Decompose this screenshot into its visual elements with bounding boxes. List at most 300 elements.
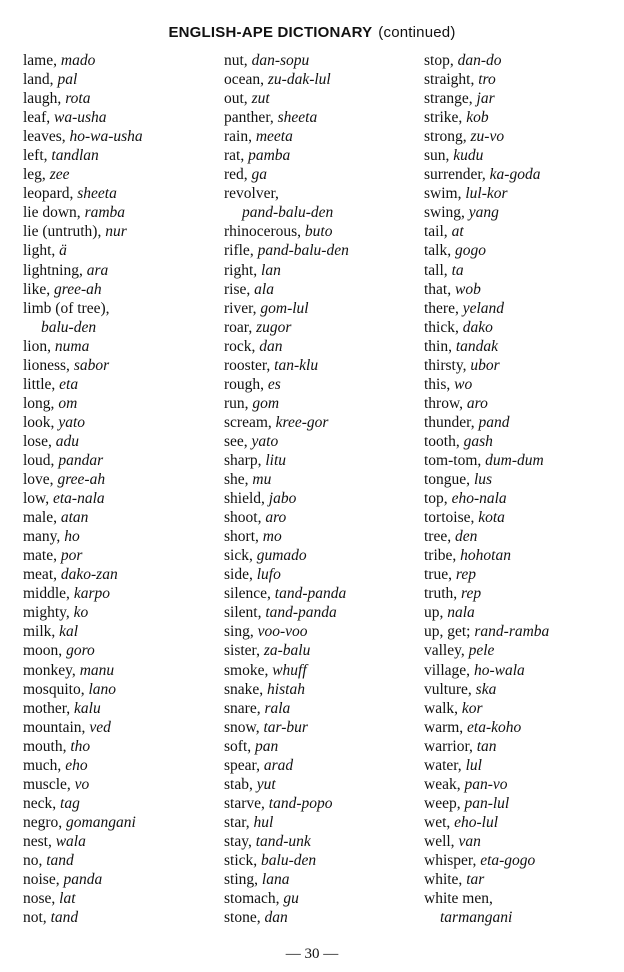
ape-word: tandlan xyxy=(51,147,99,165)
dictionary-entry xyxy=(23,299,218,318)
english-word: stay, xyxy=(224,832,256,850)
ape-word: pand-balu-den xyxy=(242,204,334,222)
dictionary-entry xyxy=(424,565,624,584)
dictionary-entry xyxy=(23,337,218,356)
dictionary-entry xyxy=(424,603,624,622)
dictionary-entry xyxy=(424,165,624,184)
ape-word: hohotan xyxy=(460,547,511,565)
dictionary-entry xyxy=(224,241,419,260)
ape-word: dum-dum xyxy=(485,451,544,469)
ape-word: jar xyxy=(476,90,495,108)
ape-word: panda xyxy=(63,871,103,889)
dictionary-entry xyxy=(424,680,624,699)
ape-word: adu xyxy=(55,432,79,450)
english-word: swim, xyxy=(424,185,466,203)
dictionary-entry xyxy=(424,394,624,413)
dictionary-column-3 xyxy=(424,51,624,927)
dictionary-entry xyxy=(23,527,218,546)
dictionary-entry xyxy=(424,584,624,603)
dictionary-entry xyxy=(224,318,419,337)
dictionary-entry xyxy=(224,508,419,527)
english-word: there, xyxy=(424,299,463,317)
english-word: stomach, xyxy=(224,890,284,908)
dictionary-entry xyxy=(23,832,218,851)
english-word: side, xyxy=(224,566,257,584)
english-word: stab, xyxy=(224,775,257,793)
dictionary-entry xyxy=(23,203,218,222)
english-word: look, xyxy=(23,413,59,431)
dictionary-entry xyxy=(224,622,419,641)
ape-word: zu-dak-lul xyxy=(267,71,331,89)
ape-word: om xyxy=(58,394,78,412)
dictionary-entry xyxy=(424,432,624,451)
ape-word: tand xyxy=(46,851,74,869)
ape-word: histah xyxy=(267,680,305,698)
ape-word: pal xyxy=(57,71,78,89)
english-word: roar, xyxy=(224,318,257,336)
ape-word: pandar xyxy=(58,451,104,469)
dictionary-entry xyxy=(224,527,419,546)
english-word: much, xyxy=(23,756,66,774)
ape-word: zugor xyxy=(256,318,292,336)
dictionary-entry xyxy=(424,489,624,508)
dictionary-entry xyxy=(424,375,624,394)
english-word: lioness, xyxy=(23,356,74,374)
ape-word: tand-popo xyxy=(268,794,333,812)
dictionary-entry xyxy=(23,603,218,622)
ape-word: lat xyxy=(59,890,76,908)
english-word: muscle, xyxy=(23,775,75,793)
ape-word: za-balu xyxy=(263,642,311,660)
english-word: weak, xyxy=(424,775,465,793)
ape-word: eta-nala xyxy=(53,490,105,508)
dictionary-entry xyxy=(224,451,419,470)
english-word: well, xyxy=(424,832,459,850)
english-word: lie down, xyxy=(23,204,85,222)
english-word: strike, xyxy=(424,109,467,127)
ape-word: aro xyxy=(265,509,287,527)
ape-word: zee xyxy=(49,166,70,184)
dictionary-entry xyxy=(424,299,624,318)
dictionary-entry xyxy=(424,318,624,337)
dictionary-entry xyxy=(23,489,218,508)
dictionary-entry xyxy=(424,51,624,70)
ape-word: ho-wala xyxy=(473,661,525,679)
ape-word: tand-unk xyxy=(255,832,311,850)
dictionary-entry xyxy=(23,108,218,127)
english-word: like, xyxy=(23,280,54,298)
english-word: nest, xyxy=(23,832,56,850)
english-word: thick, xyxy=(424,318,463,336)
ape-word: whuff xyxy=(272,661,307,679)
dictionary-entry xyxy=(224,584,419,603)
english-word: silence, xyxy=(224,585,275,603)
english-word: rat, xyxy=(224,147,249,165)
page-number: — 30 — xyxy=(285,946,339,962)
english-word: tribe, xyxy=(424,547,461,565)
dictionary-entry xyxy=(23,394,218,413)
english-word: up, xyxy=(424,604,448,622)
ape-word: van xyxy=(458,832,481,850)
dictionary-entry xyxy=(23,661,218,680)
english-word: this, xyxy=(424,375,455,393)
dictionary-entry xyxy=(424,261,624,280)
english-word: sick, xyxy=(224,547,257,565)
english-word: ocean, xyxy=(224,71,268,89)
english-word: spear, xyxy=(224,756,264,774)
ape-word: wa-usha xyxy=(53,109,107,127)
dictionary-entry xyxy=(224,661,419,680)
dictionary-entry xyxy=(424,527,624,546)
english-word: rise, xyxy=(224,280,255,298)
ape-word: zut xyxy=(251,90,270,108)
dictionary-entry xyxy=(424,127,624,146)
ape-word: tro xyxy=(478,71,496,89)
dictionary-entry xyxy=(224,280,419,299)
dictionary-entry xyxy=(23,565,218,584)
english-word: snow, xyxy=(224,718,264,736)
dictionary-entry xyxy=(224,813,419,832)
ape-word: gom-lul xyxy=(260,299,309,317)
dictionary-entry xyxy=(23,146,218,165)
dictionary-entry xyxy=(23,470,218,489)
ape-word: zu-vo xyxy=(470,128,505,146)
dictionary-entry xyxy=(224,413,419,432)
ape-word: gom xyxy=(252,394,280,412)
english-word: lose, xyxy=(23,432,56,450)
dictionary-entry xyxy=(224,851,419,870)
english-word: straight, xyxy=(424,71,479,89)
english-word: rough, xyxy=(224,375,268,393)
ape-word: lano xyxy=(88,680,117,698)
english-word: no, xyxy=(23,851,47,869)
english-word: surrender, xyxy=(424,166,490,184)
ape-word: kree-gor xyxy=(275,413,329,431)
dictionary-entry xyxy=(424,794,624,813)
dictionary-entry xyxy=(424,184,624,203)
dictionary-entry xyxy=(424,641,624,660)
ape-word: litu xyxy=(265,451,286,469)
ape-word: jabo xyxy=(268,490,297,508)
ape-word: kalu xyxy=(74,699,101,717)
ape-word: ho-wa-usha xyxy=(69,128,143,146)
ape-word: ko xyxy=(73,604,89,622)
ape-word: balu-den xyxy=(261,851,317,869)
ape-word: tand-panda xyxy=(265,604,337,622)
dictionary-entry xyxy=(224,127,419,146)
ape-word: ho xyxy=(64,528,80,546)
dictionary-entry xyxy=(23,870,218,889)
ape-word: ä xyxy=(59,242,67,260)
english-word: warrior, xyxy=(424,737,477,755)
dictionary-entry xyxy=(424,470,624,489)
title-main: ENGLISH-APE DICTIONARY xyxy=(168,24,373,41)
dictionary-entry xyxy=(23,680,218,699)
ape-word: tar xyxy=(466,871,485,889)
dictionary-entry xyxy=(23,318,218,337)
english-word: short, xyxy=(224,528,263,546)
dictionary-entry xyxy=(224,603,419,622)
ape-word: lul xyxy=(465,756,482,774)
dictionary-entry xyxy=(23,241,218,260)
dictionary-entry xyxy=(424,718,624,737)
ape-word: mo xyxy=(262,528,282,546)
english-word: up, get; xyxy=(424,623,475,641)
dictionary-entry xyxy=(224,470,419,489)
ape-word: ta xyxy=(451,261,464,279)
dictionary-entry xyxy=(424,756,624,775)
english-word: talk, xyxy=(424,242,455,260)
english-word: water, xyxy=(424,756,466,774)
dictionary-entry xyxy=(424,356,624,375)
dictionary-entry xyxy=(23,737,218,756)
ape-word: ved xyxy=(89,718,111,736)
dictionary-entry xyxy=(424,737,624,756)
english-word: left, xyxy=(23,147,52,165)
ape-word: tan-klu xyxy=(274,356,319,374)
dictionary-entry xyxy=(23,908,218,927)
dictionary-entry xyxy=(23,584,218,603)
ape-word: eta-koho xyxy=(467,718,522,736)
ape-word: tand-panda xyxy=(274,585,347,603)
english-word: middle, xyxy=(23,585,74,603)
dictionary-entry xyxy=(424,813,624,832)
dictionary-entry xyxy=(224,565,419,584)
ape-word: gumado xyxy=(256,547,307,565)
english-word: throw, xyxy=(424,394,467,412)
english-word: mate, xyxy=(23,547,61,565)
ape-word: wala xyxy=(55,832,86,850)
ape-word: manu xyxy=(79,661,115,679)
english-word: soft, xyxy=(224,737,255,755)
english-word: sister, xyxy=(224,642,264,660)
english-word: noise, xyxy=(23,871,64,889)
ape-word: kob xyxy=(466,109,489,127)
ape-word: kudu xyxy=(453,147,484,165)
dictionary-entry xyxy=(224,908,419,927)
ape-word: yeland xyxy=(462,299,505,317)
dictionary-entry xyxy=(224,89,419,108)
ape-word: rand-ramba xyxy=(474,623,550,641)
dictionary-entry xyxy=(23,356,218,375)
english-word: truth, xyxy=(424,585,462,603)
english-word: nut, xyxy=(224,52,252,69)
ape-word: por xyxy=(60,547,83,565)
english-word: thin, xyxy=(424,337,456,355)
dictionary-entry xyxy=(224,261,419,280)
dictionary-entry xyxy=(224,394,419,413)
english-word: red, xyxy=(224,166,252,184)
dictionary-entry xyxy=(23,699,218,718)
ape-word: rota xyxy=(65,90,91,108)
ape-word: wob xyxy=(455,280,481,298)
english-word: white, xyxy=(424,871,467,889)
english-word: wet, xyxy=(424,813,455,831)
english-word: leaves, xyxy=(23,128,70,146)
dictionary-entry xyxy=(23,794,218,813)
english-word: panther, xyxy=(224,109,278,127)
dictionary-entry xyxy=(23,413,218,432)
ape-word: rala xyxy=(264,699,291,717)
ape-word: mado xyxy=(60,52,96,69)
dictionary-entry xyxy=(224,718,419,737)
ape-word: karpo xyxy=(73,585,110,603)
english-word: run, xyxy=(224,394,253,412)
dictionary-entry xyxy=(424,70,624,89)
dictionary-entry xyxy=(23,451,218,470)
english-word: little, xyxy=(23,375,60,393)
english-word: top, xyxy=(424,490,452,508)
ape-word: arad xyxy=(263,756,294,774)
english-word: rooster, xyxy=(224,356,275,374)
ape-word: pele xyxy=(468,642,495,660)
ape-word: lana xyxy=(261,871,290,889)
english-word: snake, xyxy=(224,680,268,698)
english-word: mother, xyxy=(23,699,75,717)
english-word: nose, xyxy=(23,890,60,908)
ape-word: nala xyxy=(447,604,475,622)
dictionary-entry xyxy=(23,70,218,89)
dictionary-entry xyxy=(23,261,218,280)
dictionary-entry xyxy=(224,432,419,451)
english-word: lame, xyxy=(23,52,61,69)
english-word: negro, xyxy=(23,813,67,831)
english-word: sting, xyxy=(224,871,262,889)
english-word: rifle, xyxy=(224,242,258,260)
english-word: swing, xyxy=(424,204,469,222)
english-word: limb (of tree), xyxy=(23,299,110,317)
english-word: lie (untruth), xyxy=(23,223,106,241)
ape-word: gash xyxy=(463,432,493,450)
english-word: mighty, xyxy=(23,604,74,622)
dictionary-entry xyxy=(224,489,419,508)
ape-word: dan xyxy=(264,909,288,927)
ape-word: es xyxy=(267,375,281,393)
dictionary-entry xyxy=(23,51,218,70)
ape-word: lul-kor xyxy=(465,185,508,203)
english-word: light, xyxy=(23,242,60,260)
ape-word: gomangani xyxy=(66,813,136,831)
dictionary-entry xyxy=(224,680,419,699)
english-word: stick, xyxy=(224,851,262,869)
english-word: rhinocerous, xyxy=(224,223,305,241)
dictionary-entry xyxy=(224,222,419,241)
dictionary-entry xyxy=(23,375,218,394)
dictionary-entry xyxy=(23,546,218,565)
dictionary-entry xyxy=(23,89,218,108)
english-word: moon, xyxy=(23,642,67,660)
english-word: weep, xyxy=(424,794,465,812)
dictionary-entry xyxy=(224,775,419,794)
english-word: warm, xyxy=(424,718,468,736)
english-word: silent, xyxy=(224,604,266,622)
ape-word: pand-balu-den xyxy=(257,242,349,260)
dictionary-entry xyxy=(224,756,419,775)
ape-word: sheeta xyxy=(77,185,117,203)
ape-word: kota xyxy=(478,509,505,527)
english-word: many, xyxy=(23,528,65,546)
dictionary-entry xyxy=(424,546,624,565)
ape-word: gree-ah xyxy=(54,280,102,298)
ape-word: numa xyxy=(54,337,90,355)
ape-word: sheeta xyxy=(277,109,318,127)
english-word: revolver, xyxy=(224,185,279,203)
english-word: milk, xyxy=(23,623,60,641)
ape-word: eta xyxy=(59,375,79,393)
dictionary-entry xyxy=(23,851,218,870)
dictionary-entry xyxy=(224,337,419,356)
dictionary-entry xyxy=(224,794,419,813)
english-word: walk, xyxy=(424,699,462,717)
english-word: leaf, xyxy=(23,109,54,127)
english-word: she, xyxy=(224,471,253,489)
dictionary-entry xyxy=(224,832,419,851)
english-word: starve, xyxy=(224,794,269,812)
dictionary-entry xyxy=(224,165,419,184)
english-word: leopard, xyxy=(23,185,78,203)
dictionary-entry xyxy=(424,280,624,299)
english-word: mosquito, xyxy=(23,680,89,698)
english-word: lion, xyxy=(23,337,55,355)
ape-word: tag xyxy=(60,794,80,812)
english-word: thunder, xyxy=(424,413,479,431)
ape-word: lan xyxy=(261,261,281,279)
english-word: land, xyxy=(23,71,58,89)
dictionary-entry xyxy=(23,127,218,146)
english-word: strong, xyxy=(424,128,471,146)
ape-word: tar-bur xyxy=(263,718,308,736)
ape-word: buto xyxy=(304,223,333,241)
dictionary-entry xyxy=(424,89,624,108)
dictionary-column-1 xyxy=(23,51,218,927)
dictionary-entry xyxy=(23,508,218,527)
dictionary-entry xyxy=(424,832,624,851)
ape-word: kor xyxy=(461,699,483,717)
dictionary-entry xyxy=(23,184,218,203)
english-word: tortoise, xyxy=(424,509,479,527)
english-word: tongue, xyxy=(424,471,474,489)
english-word: male, xyxy=(23,509,61,527)
english-word: sing, xyxy=(224,623,258,641)
ape-word: yut xyxy=(256,775,276,793)
english-word: low, xyxy=(23,490,53,508)
english-word: leg, xyxy=(23,166,50,184)
ape-word: eta-gogo xyxy=(480,851,536,869)
ape-word: tho xyxy=(70,737,91,755)
english-word: loud, xyxy=(23,451,59,469)
ape-word: pan-vo xyxy=(464,775,508,793)
ape-word: ka-goda xyxy=(489,166,541,184)
ape-word: goro xyxy=(66,642,95,660)
english-word: tail, xyxy=(424,223,452,241)
ape-word: ala xyxy=(254,280,274,298)
english-word: scream, xyxy=(224,413,276,431)
ape-word: balu-den xyxy=(41,318,97,336)
dictionary-entry xyxy=(224,870,419,889)
dictionary-entry xyxy=(23,622,218,641)
ape-word: ga xyxy=(251,166,268,184)
english-word: star, xyxy=(224,813,254,831)
ape-word: dako-zan xyxy=(60,566,118,584)
ape-word: den xyxy=(454,528,478,546)
ape-word: rep xyxy=(455,566,476,584)
dictionary-entry xyxy=(23,756,218,775)
english-word: smoke, xyxy=(224,661,273,679)
ape-word: rep xyxy=(461,585,482,603)
dictionary-entry xyxy=(23,432,218,451)
dictionary-entry xyxy=(424,851,624,870)
english-word: valley, xyxy=(424,642,469,660)
